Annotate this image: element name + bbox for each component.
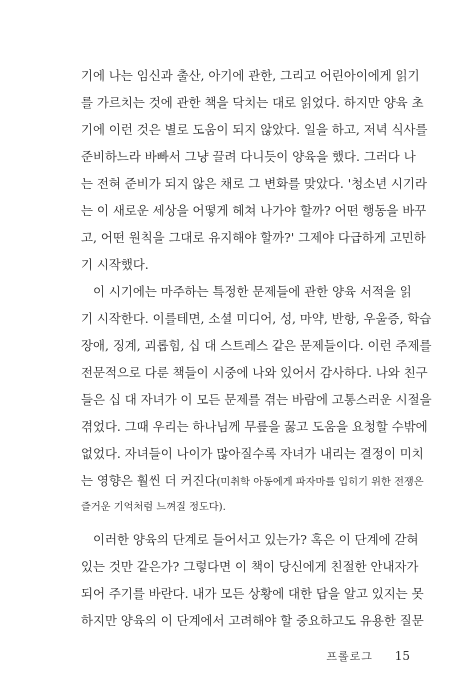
body-line: 기에 이런 것은 별로 도움이 되지 않았다. 일을 하고, 저녁 식사를 bbox=[81, 122, 428, 137]
body-line: 없었다. 자녀들이 나이가 많아질수록 자녀가 내리는 결정이 미치 bbox=[81, 446, 424, 461]
body-line-with-aside bbox=[81, 471, 424, 493]
body-line: 를 가르치는 것에 관한 책을 닥치는 대로 읽었다. 하지만 양육 초 bbox=[81, 95, 424, 110]
aside-text: (미취학 아동에게 파자마를 입히기 위한 전쟁은 bbox=[216, 477, 424, 488]
body-line: 하지만 양육의 이 단계에서 고려해야 할 중요하고도 유용한 질문 bbox=[81, 613, 424, 628]
body-line: 있는 것만 같은가? 그렇다면 이 책이 당신에게 친절한 안내자가 bbox=[81, 559, 419, 574]
body-line: 되어 주기를 바란다. 내가 모든 상황에 대한 답을 알고 있지는 못 bbox=[81, 586, 424, 601]
body-line: 준비하느라 바빠서 그냥 끌려 다니듯이 양육을 했다. 그러다 나 bbox=[81, 149, 416, 164]
body-line: 겪었다. 그때 우리는 하나님께 무릎을 꿇고 도움을 요청할 수밖에 bbox=[81, 419, 428, 434]
aside-continuation: 즐거운 기억처럼 느껴질 정도다). bbox=[81, 502, 226, 513]
body-line: 는 전혀 준비가 되지 않은 채로 그 변화를 맞았다. '청소년 시기라 bbox=[81, 176, 427, 191]
body-line: 기 시작했다. bbox=[81, 257, 149, 272]
body-line: 기 시작한다. 이를테면, 소셜 미디어, 성, 마약, 반항, 우울증, 학습 bbox=[81, 311, 432, 326]
body-line: 장애, 징계, 괴롭힘, 십 대 스트레스 같은 문제들이다. 이런 주제를 bbox=[81, 338, 432, 353]
body-line: 고, 어떤 원칙을 그대로 유지해야 할까?' 그제야 다급하게 고민하 bbox=[81, 230, 426, 245]
body-text: 는 영향은 훨씬 더 커진다 bbox=[81, 473, 217, 488]
body-line-indented: 이 시기에는 마주하는 특정한 문제들에 관한 양육 서적을 읽 bbox=[93, 284, 412, 299]
body-line: 기에 나는 임신과 출산, 아기에 관한, 그리고 어린아이에게 읽기 bbox=[81, 68, 420, 83]
page-number: 15 bbox=[394, 649, 410, 663]
body-line: 전문적으로 다룬 책들이 시중에 나와 있어서 감사하다. 나와 친구 bbox=[81, 365, 428, 380]
body-line: 들은 십 대 자녀가 이 모든 문제를 겪는 바람에 고통스러운 시절을 bbox=[81, 392, 432, 407]
body-line: 는 이 새로운 세상을 어떻게 헤쳐 나가야 할까? 어떤 행동을 바꾸 bbox=[81, 203, 427, 218]
body-line-indented: 이러한 양육의 단계로 들어서고 있는가? 혹은 이 단계에 갇혀 bbox=[93, 532, 419, 547]
chapter-title: 프롤로그 bbox=[326, 650, 373, 663]
page-footer bbox=[326, 648, 410, 664]
